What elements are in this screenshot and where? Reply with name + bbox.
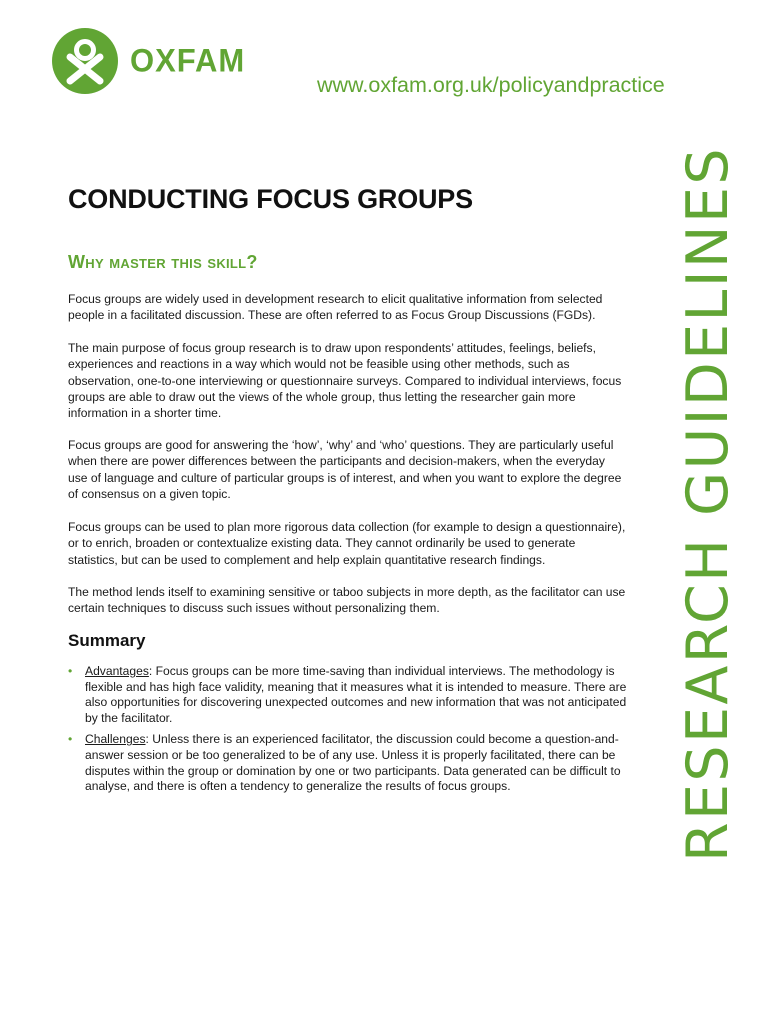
side-title-research-guidelines: RESEARCH GUIDELINES bbox=[675, 146, 741, 862]
bullet-icon: • bbox=[68, 664, 73, 678]
page-title: CONDUCTING FOCUS GROUPS bbox=[68, 184, 473, 214]
summary-title: Summary bbox=[68, 631, 146, 650]
paragraph-1: Focus groups are widely used in development research to elicit qualitative information from selected people in a facilitated discussion. These are often referred to as Focus Group Discussions (FGDs). bbox=[68, 292, 603, 323]
challenges-text: : Unless there is an experienced facilitator, the discussion could become a question-and-answer session or be too generalized to be of any use. Unless it is properly facilitated, there can be disputes within the group or domination by one or two participants. Data generated can be difficult to analyse, and there is often a tendency to generalize the results of focus groups. bbox=[85, 732, 621, 794]
logo-wordmark: OXFAM bbox=[130, 42, 246, 79]
oxfam-logo-icon bbox=[52, 28, 118, 94]
oxfam-logo bbox=[52, 27, 245, 95]
list-item-advantages bbox=[68, 664, 628, 726]
paragraph-3: Focus groups are good for answering the ‘how’, ‘why’ and ‘who’ questions. They are particularly useful when there are power differences between the participants and decision-makers, when the everyday use of language and culture of particular groups is of interest, and when you want to explore the degree of consensus on a given topic. bbox=[68, 438, 622, 501]
section-heading: Why master this skill? bbox=[68, 252, 258, 272]
paragraph-2: The main purpose of focus group research is to draw upon respondents’ attitudes, feelings, beliefs, experiences and reactions in a way which would not be feasible using other methods, such as observation, one-to-one interviewing or questionnaire surveys. Compared to individual interviews, focus groups are able to draw out the views of the whole group, thus letting the researcher gain more information in a shorter time. bbox=[68, 341, 622, 421]
term-challenges: Challenges bbox=[85, 732, 146, 747]
list-item-challenges bbox=[68, 732, 628, 794]
paragraph-4: Focus groups can be used to plan more rigorous data collection (for example to design a questionnaire), or to enrich, broaden or contextualize existing data. They cannot ordinarily be used to generate statistics, but can be used to complement and help explain quantitative research findings. bbox=[68, 520, 626, 567]
bullet-icon: • bbox=[68, 732, 73, 747]
website-url[interactable]: www.oxfam.org.uk/policyandpractice bbox=[317, 73, 665, 97]
summary-list bbox=[68, 664, 628, 801]
term-advantages: Advantages bbox=[85, 664, 149, 678]
advantages-text: : Focus groups can be more time-saving than individual interviews. The methodology is flexible and has high face validity, meaning that it measures what it is intended to measure. There are also opportunities for discovering unexpected outcomes and new information that was not anticipated by the facilitator. bbox=[85, 664, 627, 725]
paragraph-5: The method lends itself to examining sensitive or taboo subjects in more depth, as the facilitator can use certain techniques to discuss such issues without personalizing them. bbox=[68, 585, 626, 616]
